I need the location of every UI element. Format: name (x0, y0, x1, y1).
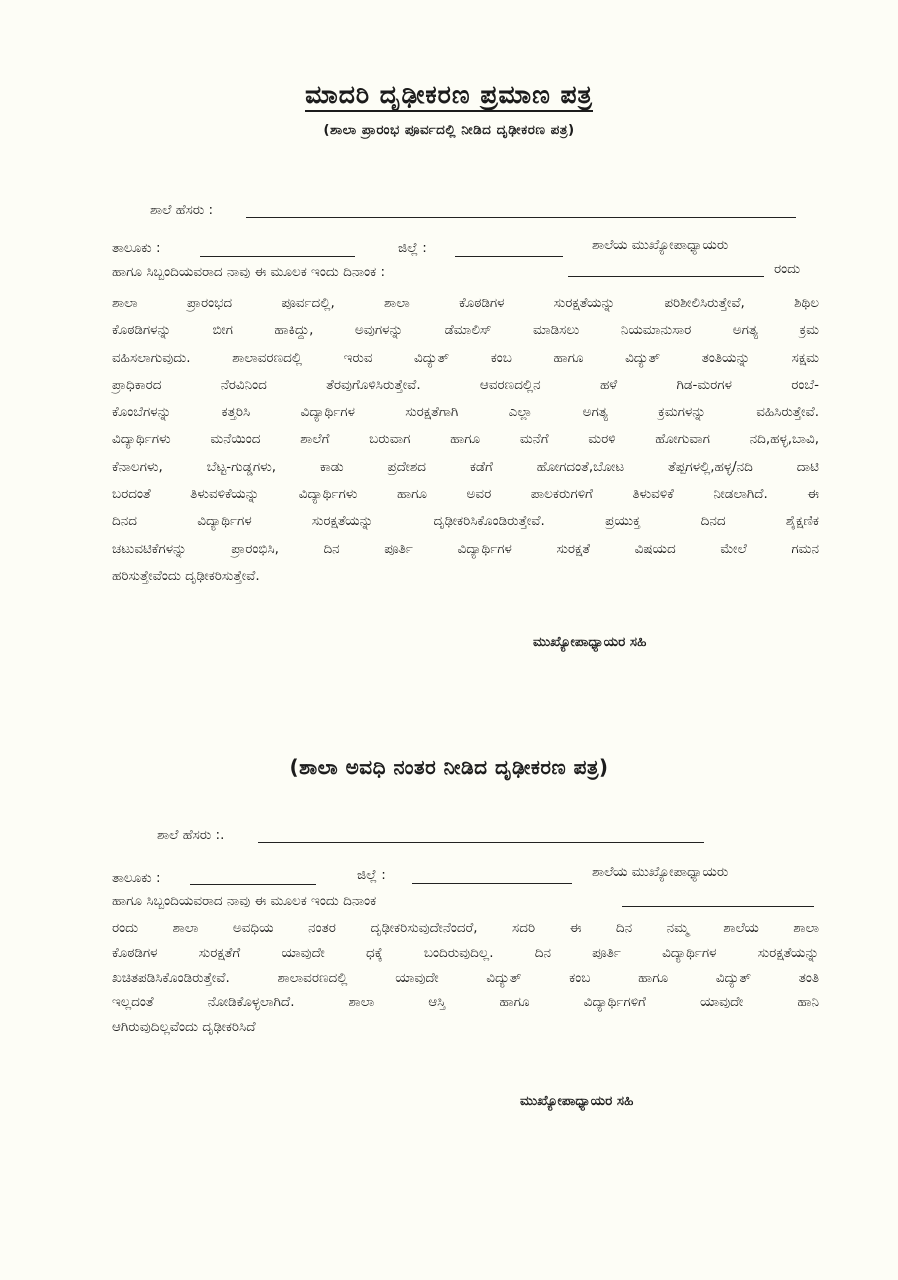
paragraph-line: ಬರದಂತೆ ತಿಳುವಳಿಕೆಯನ್ನು ವಿದ್ಯಾರ್ಥಿಗಳು ಹಾಗೂ ಅವರ ಪಾಲಕರುಗಳಿಗೆ ತಿಳುವಳಿಕೆ ನೀಡಲಾಗಿದೆ. ಈ (112, 486, 819, 503)
paragraph-line: ಆಗಿರುವುದಿಲ್ಲವೆಂದು ದೃಢೀಕರಿಸಿದೆ (112, 1019, 256, 1036)
staff-line: ಹಾಗೂ ಸಿಬ್ಬಂದಿಯವರಾದ ನಾವು ಈ ಮೂಲಕ ಇಂದು ದಿನಾಂಕ : (112, 264, 386, 280)
paragraph-line: ಚಟುವಟಿಕೆಗಳನ್ನು ಪ್ರಾರಂಭಿಸಿ, ದಿನ ಪೂರ್ತಿ ವಿದ್ಯಾರ್ಥಿಗಳ ಸುರಕ್ಷತೆ ವಿಷಯದ ಮೇಲೆ ಗಮನ (112, 540, 819, 557)
date-field[interactable] (568, 276, 764, 277)
taluk-field[interactable] (200, 256, 355, 257)
paragraph-line: ಕೊಠಡಿಗಳನ್ನು ಬೀಗ ಹಾಕಿದ್ದು, ಅವುಗಳನ್ನು ಡೆಮಾಲಿಸ್ ಮಾಡಿಸಲು ನಿಯಮಾನುಸಾರ ಅಗತ್ಯ ಕ್ರಮ (112, 322, 819, 339)
document-title: ಮಾದರಿ ದೃಢೀಕರಣ ಪ್ರಮಾಣ ಪತ್ರ (0, 80, 898, 110)
school-name-field[interactable] (246, 217, 796, 218)
date-field-2[interactable] (622, 906, 814, 907)
paragraph-line: ಇಲ್ಲದಂತೆ ನೋಡಿಕೊಳ್ಳಲಾಗಿದೆ. ಶಾಲಾ ಆಸ್ತಿ ಹಾಗೂ ವಿದ್ಯಾರ್ಥಿಗಳಿಗೆ ಯಾವುದೇ ಹಾನಿ (112, 994, 819, 1011)
head-teacher-signature-1: ಮುಖ್ಯೋಪಾಧ್ಯಾಯರ ಸಹಿ (533, 634, 647, 650)
paragraph-line: ಕೊಠಡಿಗಳ ಸುರಕ್ಷತೆಗೆ ಯಾವುದೇ ಧಕ್ಕೆ ಬಂದಿರುವುದಿಲ್ಲ. ದಿನ ಪೂರ್ತಿ ವಿದ್ಯಾರ್ಥಿಗಳ ಸುರಕ್ಷತೆಯನ್ನು (112, 944, 819, 961)
paragraph-line: ಕೆನಾಲಗಳು, ಬೆಟ್ಟ-ಗುಡ್ಡಗಳು, ಕಾಡು ಪ್ರದೇಶದ ಕಡೆಗೆ ಹೋಗದಂತೆ,ಬೋಟ ತೆಪ್ಪಗಳಲ್ಲಿ,ಹಳ್ಳ/ನದಿ ದಾಟಿ (112, 458, 819, 475)
school-name-field-2[interactable] (258, 842, 704, 843)
taluk-field-2[interactable] (190, 884, 316, 885)
taluk-label: ತಾಲೂಕು : (112, 240, 161, 256)
district-field-2[interactable] (412, 883, 572, 884)
paragraph-line: ದಿನದ ವಿದ್ಯಾರ್ಥಿಗಳ ಸುರಕ್ಷತೆಯನ್ನು ದೃಢೀಕರಿಸಿಕೊಂಡಿರುತ್ತೇವೆ. ಪ್ರಯುಕ್ತ ದಿನದ ಶೈಕ್ಷಣಿಕ (112, 513, 819, 530)
document-subtitle: (ಶಾಲಾ ಪ್ರಾರಂಭ ಪೂರ್ವದಲ್ಲಿ ನೀಡಿದ ದೃಢೀಕರಣ ಪತ್ರ) (323, 122, 575, 138)
paragraph-line: ಕೊಂಬೆಗಳನ್ನು ಕತ್ತರಿಸಿ ವಿದ್ಯಾರ್ಥಿಗಳ ಸುರಕ್ಷತೆಗಾಗಿ ಎಲ್ಲಾ ಅಗತ್ಯ ಕ್ರಮಗಳನ್ನು ವಹಿಸಿರುತ್ತೇವೆ. (112, 404, 819, 421)
section1-paragraph (112, 290, 819, 590)
paragraph-line: ವಹಿಸಲಾಗುವುದು. ಶಾಲಾವರಣದಲ್ಲಿ ಇರುವ ವಿದ್ಯುತ್ ಕಂಬ ಹಾಗೂ ವಿದ್ಯುತ್ ತಂತಿಯನ್ನು ಸಕ್ಷಮ (112, 349, 819, 366)
head-teacher-signature-2: ಮುಖ್ಯೋಪಾಧ್ಯಾಯರ ಸಹಿ (520, 1093, 634, 1109)
school-name-label-2: ಶಾಲೆ ಹೆಸರು :. (157, 827, 225, 843)
head-teacher-label: ಶಾಲೆಯ ಮುಖ್ಯೋಪಾಧ್ಯಾಯರು (592, 237, 729, 253)
district-label: ಜಿಲ್ಲೆ : (398, 240, 427, 256)
paragraph-line: ಖಚಿತಪಡಿಸಿಕೊಂಡಿರುತ್ತೇವೆ. ಶಾಲಾವರಣದಲ್ಲಿ ಯಾವುದೇ ವಿದ್ಯುತ್ ಕಂಬ ಹಾಗೂ ವಿದ್ಯುತ್ ತಂತಿ (112, 969, 819, 986)
district-label-2: ಜಿಲ್ಲೆ : (357, 867, 386, 883)
head-teacher-label-2: ಶಾಲೆಯ ಮುಖ್ಯೋಪಾಧ್ಯಾಯರು (592, 864, 729, 880)
district-field[interactable] (455, 256, 563, 257)
paragraph-line: ರಂದು ಶಾಲಾ ಅವಧಿಯ ನಂತರ ದೃಢೀಕರಿಸುವುದೇನೆಂದರೆ, ಸದರಿ ಈ ದಿನ ನಮ್ಮ ಶಾಲೆಯ ಶಾಲಾ (112, 920, 819, 936)
paragraph-line: ಶಾಲಾ ಪ್ರಾರಂಭದ ಪೂರ್ವದಲ್ಲಿ, ಶಾಲಾ ಕೊಠಡಿಗಳ ಸುರಕ್ಷತೆಯನ್ನು ಪರಿಶೀಲಿಸಿರುತ್ತೇವೆ, ಶಿಥಿಲ (112, 295, 819, 311)
paragraph-line: ಪ್ರಾಧಿಕಾರದ ನೆರವಿನಿಂದ ತೆರವುಗೊಳಿಸಿರುತ್ತೇವೆ. ಆವರಣದಲ್ಲಿನ ಹಳೆ ಗಿಡ-ಮರಗಳ ರಂಬೆ- (112, 376, 819, 393)
school-name-label: ಶಾಲೆ ಹೆಸರು : (150, 202, 214, 218)
section2-paragraph (112, 916, 819, 1040)
taluk-label-2: ತಾಲೂಕು : (112, 870, 161, 886)
staff-line-2: ಹಾಗೂ ಸಿಬ್ಬಂದಿಯವರಾದ ನಾವು ಈ ಮೂಲಕ ಇಂದು ದಿನಾಂಕ (112, 893, 377, 909)
randu-label: ರಂದು (774, 261, 801, 277)
paragraph-line: ಹರಿಸುತ್ತೇವೆಂದು ದೃಢೀಕರಿಸುತ್ತೇವೆ. (112, 567, 260, 584)
section2-title: (ಶಾಲಾ ಅವಧಿ ನಂತರ ನೀಡಿದ ದೃಢೀಕರಣ ಪತ್ರ) (289, 755, 609, 779)
paragraph-line: ವಿದ್ಯಾರ್ಥಿಗಳು ಮನೆಯಿಂದ ಶಾಲೆಗೆ ಬರುವಾಗ ಹಾಗೂ ಮನೆಗೆ ಮರಳಿ ಹೋಗುವಾಗ ನದಿ,ಹಳ್ಳ,ಬಾವಿ, (112, 431, 819, 448)
